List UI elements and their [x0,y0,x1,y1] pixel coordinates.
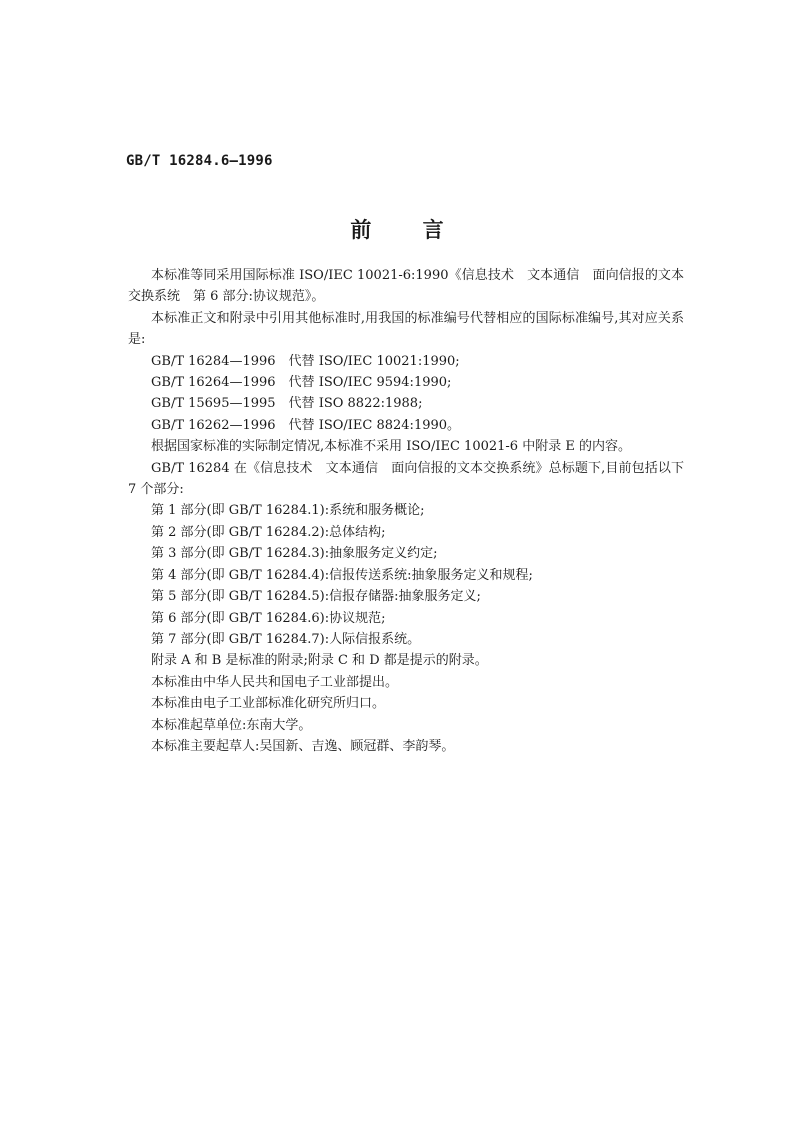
annex-note-paragraph: 根据国家标准的实际制定情况,本标准不采用 ISO/IEC 10021-6 中附录 E 的内容。 [151,439,631,455]
replacement-item: GB/T 15695—1995 代替 ISO 8822:1988; [151,396,423,412]
replacement-item: GB/T 16262—1996 代替 ISO/IEC 8824:1990。 [151,417,461,433]
parts-intro-paragraph: GB/T 16284 在《信息技术 文本通信 面向信报的文本交换系统》总标题下,目前包括以下 7 个部分: [128,460,684,498]
intro-paragraph: 本标准等同采用国际标准 ISO/IEC 10021-6:1990《信息技术 文本通信 面向信报的文本交换系统 第 6 部分:协议规范》。 [128,268,684,305]
drafting-unit-paragraph: 本标准起草单位:东南大学。 [151,717,312,733]
annex-types-paragraph: 附录 A 和 B 是标准的附录;附录 C 和 D 都是提示的附录。 [151,653,488,669]
replacement-item: GB/T 16264—1996 代替 ISO/IEC 9594:1990; [151,375,452,391]
part-item: 第 2 部分(即 GB/T 16284.2):总体结构; [151,524,386,540]
standard-number: GB/T 16284.6—1996 [126,153,273,169]
part-item: 第 3 部分(即 GB/T 16284.3):抽象服务定义约定; [151,546,438,562]
replacement-item: GB/T 16284—1996 代替 ISO/IEC 10021:1990; [151,353,460,369]
part-item: 第 1 部分(即 GB/T 16284.1):系统和服务概论; [151,503,425,519]
page-title: 前 言 [350,218,444,242]
proposed-by-paragraph: 本标准由中华人民共和国电子工业部提出。 [151,674,399,690]
foreword-body [128,265,684,757]
part-item: 第 5 部分(即 GB/T 16284.5):信报存储器:抽象服务定义; [151,589,481,605]
reference-intro-paragraph: 本标准正文和附录中引用其他标准时,用我国的标准编号代替相应的国际标准编号,其对应关系是: [128,310,684,348]
part-item: 第 6 部分(即 GB/T 16284.6):协议规范; [151,610,386,626]
part-item: 第 4 部分(即 GB/T 16284.4):信报传送系统:抽象服务定义和规程; [151,567,533,583]
drafters-paragraph: 本标准主要起草人:吴国新、吉逸、顾冠群、李韵琴。 [151,738,455,754]
managed-by-paragraph: 本标准由电子工业部标准化研究所归口。 [151,696,386,712]
part-item: 第 7 部分(即 GB/T 16284.7):人际信报系统。 [151,631,421,647]
